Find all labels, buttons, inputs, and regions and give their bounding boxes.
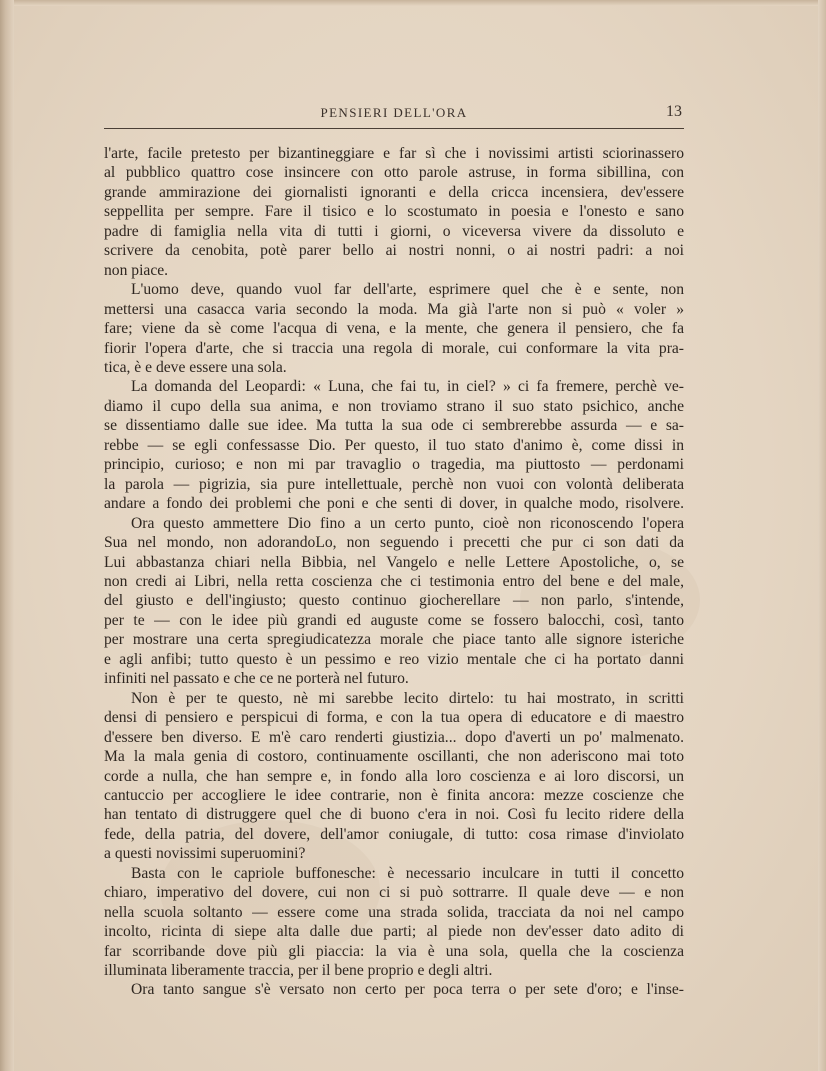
text-line: Ora tanto sangue s'è versato non certo per poca terra o per sete d'oro; e l'inse- [131, 981, 684, 999]
text-line: L'uomo deve, quando vuol far dell'arte, esprimere quel che è e sente, non [131, 281, 684, 299]
text-line: diamo il cupo della sua anima, e non troviamo strano il suo stato psichico, anche [104, 397, 684, 415]
text-line: nella scuola soltanto — essere come una strada solida, tracciata da noi nel campo [104, 903, 684, 921]
text-line: far scorribande dove più gli piaccia: la via è una sola, quella che la coscienza [104, 942, 684, 960]
text-line: non piace. [104, 261, 169, 279]
text-line: Ma la mala genia di costoro, continuamente oscillanti, che non aderiscono mai toto [104, 748, 684, 766]
text-line: infiniti nel passato e che ce ne porterà nel futuro. [104, 670, 409, 688]
text-line: per te — con le idee più grandi ed auguste come se fossero balocchi, così, tanto [104, 611, 684, 629]
text-line: han tentato di distruggere quel che di buono c'era in noi. Così fu lecito ridere della [104, 806, 684, 824]
text-line: incolto, ricinta di siepe alta dalle due parti; al piede non dev'esser dato adito di [104, 923, 684, 941]
text-line: tica, è e deve essere una sola. [104, 358, 287, 376]
text-line: Basta con le capriole buffonesche: è necessario inculcare in tutti il concetto [131, 864, 684, 882]
text-line: Sua nel mondo, non adorandoLo, non seguendo i precetti che pur ci son dati da [104, 534, 684, 552]
text-line: fede, della patria, del dovere, dell'amor coniugale, di tutto: cosa rimase d'inviolato [104, 825, 684, 843]
text-line: per mostrare una certa spregiudicatezza morale che piace tanto alle signore isteriche [104, 631, 684, 649]
text-line: fiorir l'opera d'arte, che si traccia una regola di morale, cui conformare la vita pra- [104, 339, 684, 357]
text-line: fare; viene da sè come l'acqua di vena, e la mente, che genera il pensiero, che fa [104, 320, 684, 338]
text-line: grande ammirazione dei giornalisti ignoranti e della cricca incensiera, dev'essere [104, 183, 684, 201]
text-line: e agli anfibi; tutto questo è un pessimo e reo vizio mentale che ci ha portato danni [104, 650, 684, 668]
text-line: a questi novissimi superuomini? [104, 845, 306, 863]
text-line: andare a fondo dei problemi che poni e che senti di dover, in qualche modo, risolvere. [104, 495, 684, 513]
text-line: Ora questo ammettere Dio fino a un certo punto, cioè non riconoscendo l'opera [131, 514, 684, 532]
text-line: se dissentiamo dalle sue idee. Ma tutta la sua ode ci sembrerebbe assurda — e sa- [104, 417, 684, 435]
text-line: Lui abbastanza chiari nella Bibbia, nel Vangelo e nelle Lettere Apostoliche, o, se [104, 553, 684, 571]
text-line: La domanda del Leopardi: « Luna, che fai tu, in ciel? » ci fa fremere, perchè ve- [131, 378, 684, 396]
text-line: chiaro, imperativo del dovere, cui non ci si può sottrarre. Il quale deve — e non [104, 884, 684, 902]
page-right-edge [818, 0, 826, 1071]
text-line: al pubblico quattro cose insincere con otto parole astruse, in forma sibillina, con [104, 164, 684, 182]
text-line: scrivere da cenobita, potè parer bello ai nostri nonni, o ai nostri padri: a noi [104, 242, 684, 260]
header-rule [104, 128, 684, 129]
page-number: 13 [666, 103, 682, 120]
text-line: densi di pensiero e perspicui di forma, e con la tua opera di educatore e di maestro [104, 709, 684, 727]
page-top-edge [0, 0, 826, 6]
text-line: d'essere ben diverso. E m'è caro renderti giustizia... dopo d'averti un po' malmenato. [104, 728, 684, 746]
text-line: mettersi una casacca varia secondo la moda. Ma già l'arte non si può « voler » [104, 300, 684, 318]
page-binding-edge [0, 0, 14, 1071]
text-line: non credi ai Libri, nella retta coscienza che ci testimonia entro del bene e del male, [104, 572, 684, 590]
text-line: corde a nulla, che han sempre e, in fondo alla loro coscienza e ai loro discorsi, un [104, 767, 684, 785]
text-line: principio, curioso; e non mi par travaglio o tragedia, ma piuttosto — perdonami [104, 456, 684, 474]
text-line: la parola — pigrizia, sia pure intellettuale, perchè non vuoi con volontà deliberata [104, 475, 684, 493]
text-line: illuminata liberamente traccia, per il bene proprio e degli altri. [104, 962, 493, 980]
text-line: l'arte, facile pretesto per bizantineggiare e far sì che i novissimi artisti sciorinassero [104, 145, 684, 162]
text-line: cantuccio per accogliere le idee contrarie, non è finita ancora: mezze coscienze che [104, 786, 684, 804]
text-line: seppellita per sempre. Fare il tisico e lo scostumato in poesia e l'onesto e sano [104, 203, 684, 221]
text-line: padre di famiglia nella vita di tutti i giorni, o viceversa vivere da dissoluto e [104, 222, 684, 240]
text-line: Non è per te questo, nè mi sarebbe lecito dirtelo: tu hai mostrato, in scritti [131, 689, 684, 707]
text-line: del giusto e dell'ingiusto; questo continuo giocherellare — non parlo, s'intende, [104, 592, 684, 610]
body-text [104, 144, 684, 1000]
text-line: rebbe — se egli confessasse Dio. Per questo, il tuo stato d'animo è, come dissi in [104, 436, 684, 454]
running-title: PENSIERI DELL'ORA [320, 105, 468, 120]
running-head [104, 103, 684, 125]
